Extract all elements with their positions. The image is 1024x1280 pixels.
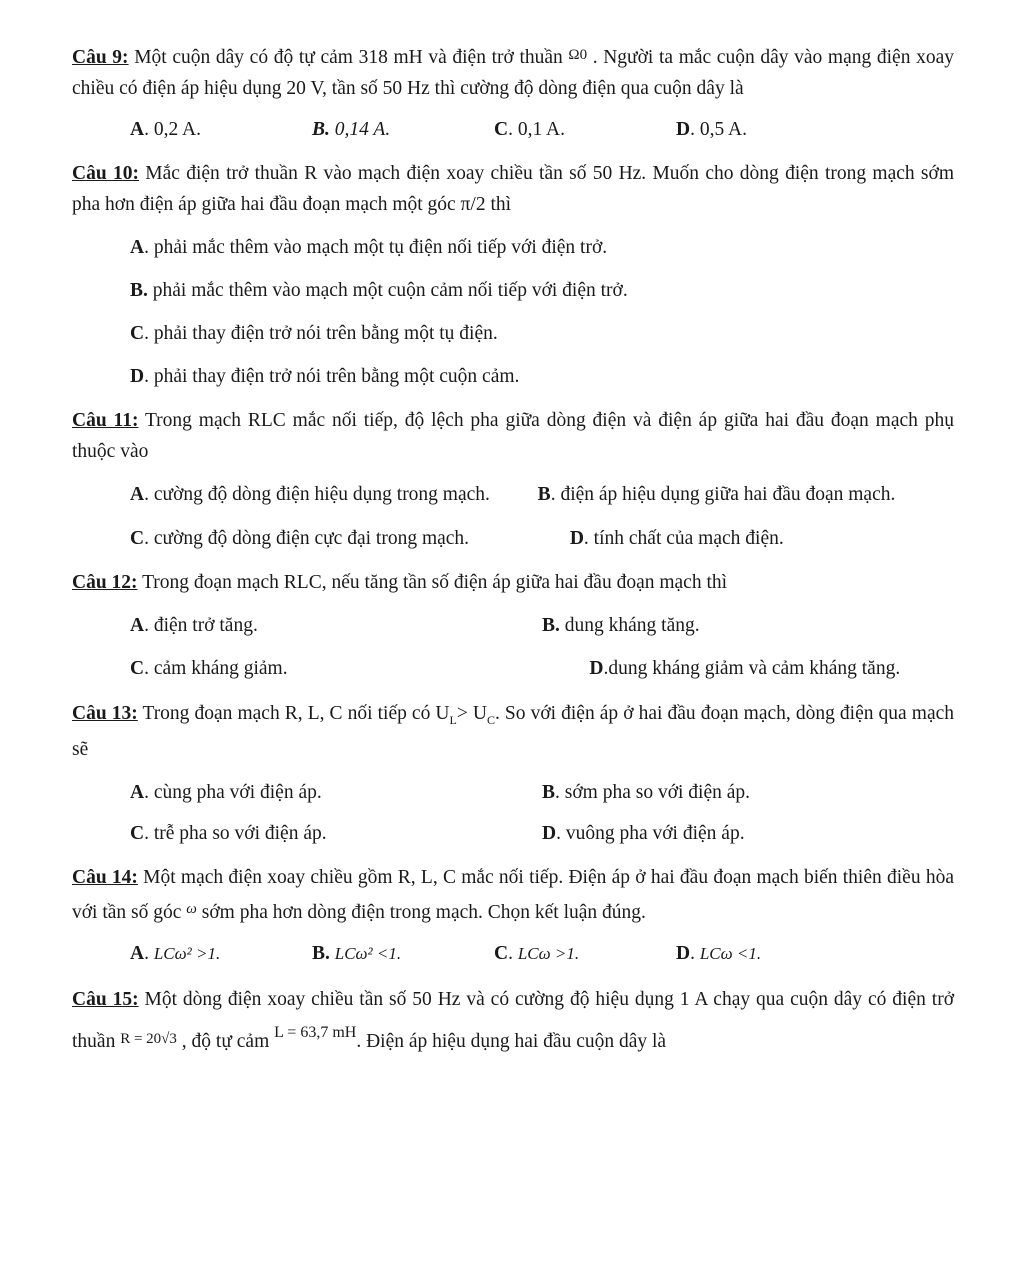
options-ab [72,480,954,511]
option-b: B. dung kháng tăng. [542,615,700,636]
options-cd [72,654,954,685]
question-10: Câu 10: Mắc điện trở thuần R vào mạch điện xoay chiều tần số 50 Hz. Muốn cho dòng điện trong mạch sớm pha hơn điện áp giữa hai đầu đoạn mạch một góc π/2 thì A. phải mắc thêm vào mạch một tụ điện nối tiếp với điện trở. B. phải mắc thêm vào mạch một cuộn cảm nối tiếp với điện trở. C. phải thay điện trở nói trên bằng một tụ điện. D. phải thay điện trở nói trên bằng một cuộn cảm. [72,159,954,392]
option-d: D. phải thay điện trở nói trên bằng một cuộn cảm. [130,366,520,387]
question-label: Câu 13: [72,702,138,724]
option-a: A. LCω² >1. [130,943,221,965]
option-c: C. cường độ dòng điện cực đại trong mạch. [130,527,470,549]
question-14: Câu 14: Một mạch điện xoay chiều gồm R, L, C mắc nối tiếp. Điện áp ở hai đầu đoạn mạch biến thiên điều hòa với tần số góc $^\omega$ sớm pha hơn dòng điện trong mạch. Chọn kết luận đúng. A. LCω² >1. B. LCω² <1. C. LCω >1. D. LCω <1. [72,863,954,969]
question-label: Câu 12: [72,571,138,593]
option-a: A. 0,2 A. [130,119,201,140]
options-cd [130,524,954,554]
option-c: C. LCω >1. [494,943,580,965]
options-row [130,115,954,145]
option-a: A. cường độ dòng điện hiệu dụng trong mạch. [130,484,490,505]
exam-page [72,40,954,1058]
option-a: A. phải mắc thêm vào mạch một tụ điện nối tiếp với điện trở. [130,237,608,258]
option-b: B. điện áp hiệu dụng giữa hai đầu đoạn mạch. [537,484,896,505]
inductance-formula: L = 63,7 mH [274,1024,357,1042]
options-cd [130,819,954,849]
options-ab [130,778,954,808]
option-c: C. phải thay điện trở nói trên bằng một tụ điện. [130,323,498,344]
option-b: B. 0,14 A. [312,119,391,140]
question-9: Câu 9: Một cuộn dây có độ tự cảm 318 mH và điện trở thuần Ω0 . Người ta mắc cuộn dây vào mạng điện xoay chiều có điện áp hiệu dụng 20 V, tần số 50 Hz thì cường độ dòng điện qua cuộn dây là A. 0,2 A. B. 0,14 A. C. 0,1 A. D. 0,5 A. [72,40,954,145]
question-15: Câu 15: Một dòng điện xoay chiều tần số 50 Hz và có cường độ hiệu dụng 1 A chạy qua cuộn dây có điện trở thuần R = 20√3 , độ tự cảm L = 63,7 mH. Điện áp hiệu dụng hai đầu cuộn dây là [72,983,954,1058]
omega-symbol: ω [186,900,197,917]
option-c: C. 0,1 A. [494,119,565,140]
option-a: A. điện trở tăng. [130,615,258,636]
option-c: C. cảm kháng giảm. [130,658,288,679]
option-b: B. sớm pha so với điện áp. [542,782,751,804]
question-11: Câu 11: Trong mạch RLC mắc nối tiếp, độ lệch pha giữa dòng điện và điện áp giữa hai đầu đoạn mạch phụ thuộc vào A. cường độ dòng điện hiệu dụng trong mạch. B. điện áp hiệu dụng giữa hai đầu đoạn mạch. C. cường độ dòng điện cực đại trong mạch. D. tính chất của mạch điện. [72,406,954,554]
question-13: Câu 13: Trong đoạn mạch R, L, C nối tiếp có $U_L> U_C$. So với điện áp ở hai đầu đoạn mạch, dòng điện qua mạch sẽ A. cùng pha với điện áp. B. sớm pha so với điện áp. C. trễ pha so với điện áp. D. vuông pha với điện áp. [72,699,954,850]
resistance-formula-image: Ω0 [568,47,588,63]
option-a: A. cùng pha với điện áp. [130,782,322,804]
option-d: D. 0,5 A. [676,119,747,140]
question-label: Câu 14: [72,867,138,889]
option-d: D. tính chất của mạch điện. [569,527,784,549]
option-d: D. vuông pha với điện áp. [542,823,745,845]
options-row [130,939,954,969]
question-label: Câu 15: [72,989,139,1011]
option-d: D. LCω <1. [676,943,762,965]
option-d: D.dung kháng giảm và cảm kháng tăng. [589,658,901,679]
question-label: Câu 10: [72,163,139,184]
resistance-formula: R = 20√3 [120,1031,177,1048]
option-b: B. LCω² <1. [312,943,402,965]
option-b: B. phải mắc thêm vào mạch một cuộn cảm nối tiếp với điện trở. [130,280,628,301]
question-label: Câu 11: [72,410,139,431]
option-c: C. trễ pha so với điện áp. [130,823,327,845]
question-label: Câu 9: [72,47,129,68]
options-ab [130,611,954,641]
question-12: Câu 12: Trong đoạn mạch RLC, nếu tăng tần số điện áp giữa hai đầu đoạn mạch thì A. điện trở tăng. B. dung kháng tăng. C. cảm kháng giảm. D.dung kháng giảm và cảm kháng tăng. [72,568,954,685]
